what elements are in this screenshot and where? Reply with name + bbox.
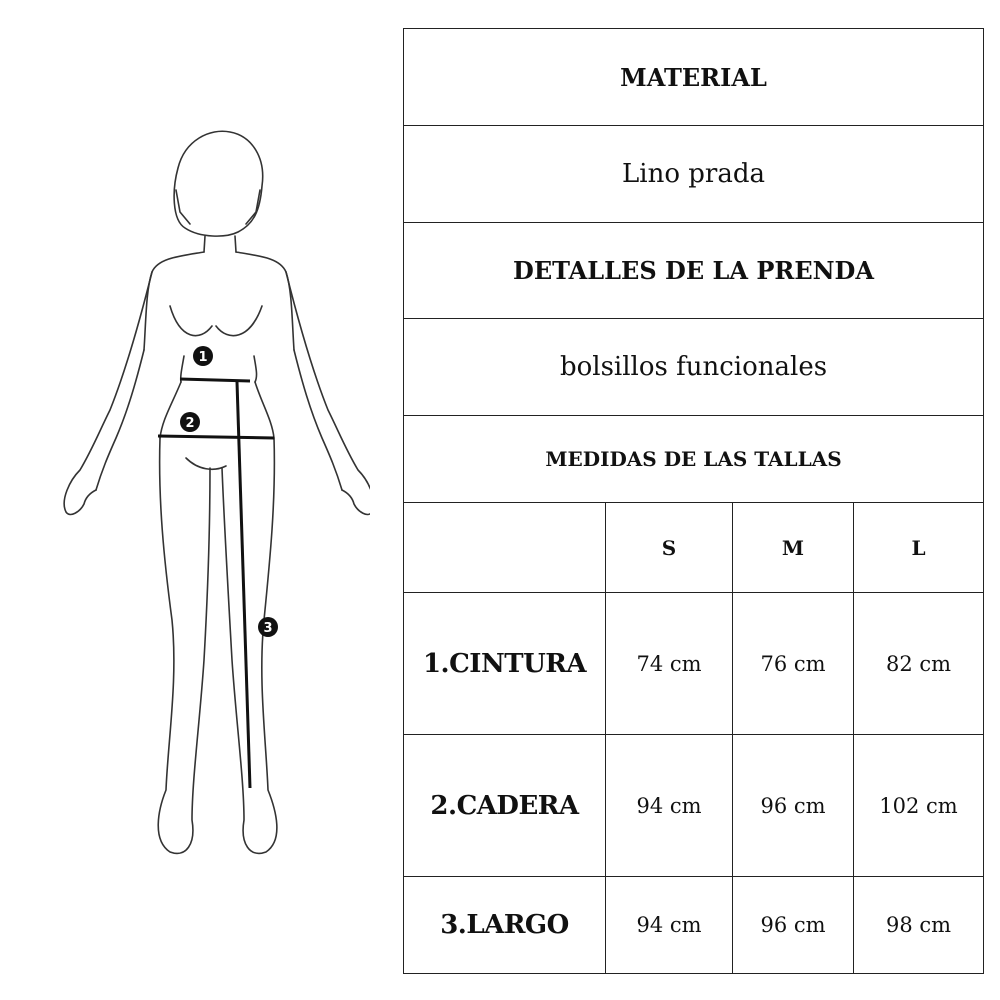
cintura-s-value: 74 cm [606, 593, 733, 735]
row-label-largo: 3.LARGO [404, 877, 606, 974]
svg-text:1: 1 [198, 350, 208, 365]
size-header-s: S [606, 503, 733, 593]
material-value-row [404, 126, 984, 223]
sizes-heading: MEDIDAS DE LAS TALLAS [404, 416, 984, 503]
marker-1-icon [193, 346, 213, 366]
row-label-cadera: 2.CADERA [404, 735, 606, 877]
marker-2-icon [180, 412, 200, 432]
material-value: Lino prada [404, 126, 984, 223]
empty-header-cell [404, 503, 606, 593]
cintura-m-value: 76 cm [733, 593, 854, 735]
table-row [404, 593, 984, 735]
svg-text:2: 2 [185, 416, 195, 431]
garment-info-table [403, 28, 984, 974]
details-value-row [404, 319, 984, 416]
size-header-m: M [733, 503, 854, 593]
material-heading-row [404, 29, 984, 126]
largo-l-value: 98 cm [854, 877, 984, 974]
table-row [404, 735, 984, 877]
body-outline-illustration [40, 120, 370, 860]
cadera-m-value: 96 cm [733, 735, 854, 877]
row-label-cintura: 1.CINTURA [404, 593, 606, 735]
cintura-l-value: 82 cm [854, 593, 984, 735]
size-header-l: L [854, 503, 984, 593]
largo-s-value: 94 cm [606, 877, 733, 974]
size-column-header-row [404, 503, 984, 593]
largo-m-value: 96 cm [733, 877, 854, 974]
details-heading-row [404, 223, 984, 319]
cadera-s-value: 94 cm [606, 735, 733, 877]
cadera-l-value: 102 cm [854, 735, 984, 877]
material-heading: MATERIAL [404, 29, 984, 126]
marker-3-icon [258, 617, 278, 637]
svg-text:3: 3 [263, 621, 273, 636]
sizes-heading-row [404, 416, 984, 503]
body-measurement-figure [40, 120, 370, 860]
details-heading: DETALLES DE LA PRENDA [404, 223, 984, 319]
details-value: bolsillos funcionales [404, 319, 984, 416]
table-row [404, 877, 984, 974]
